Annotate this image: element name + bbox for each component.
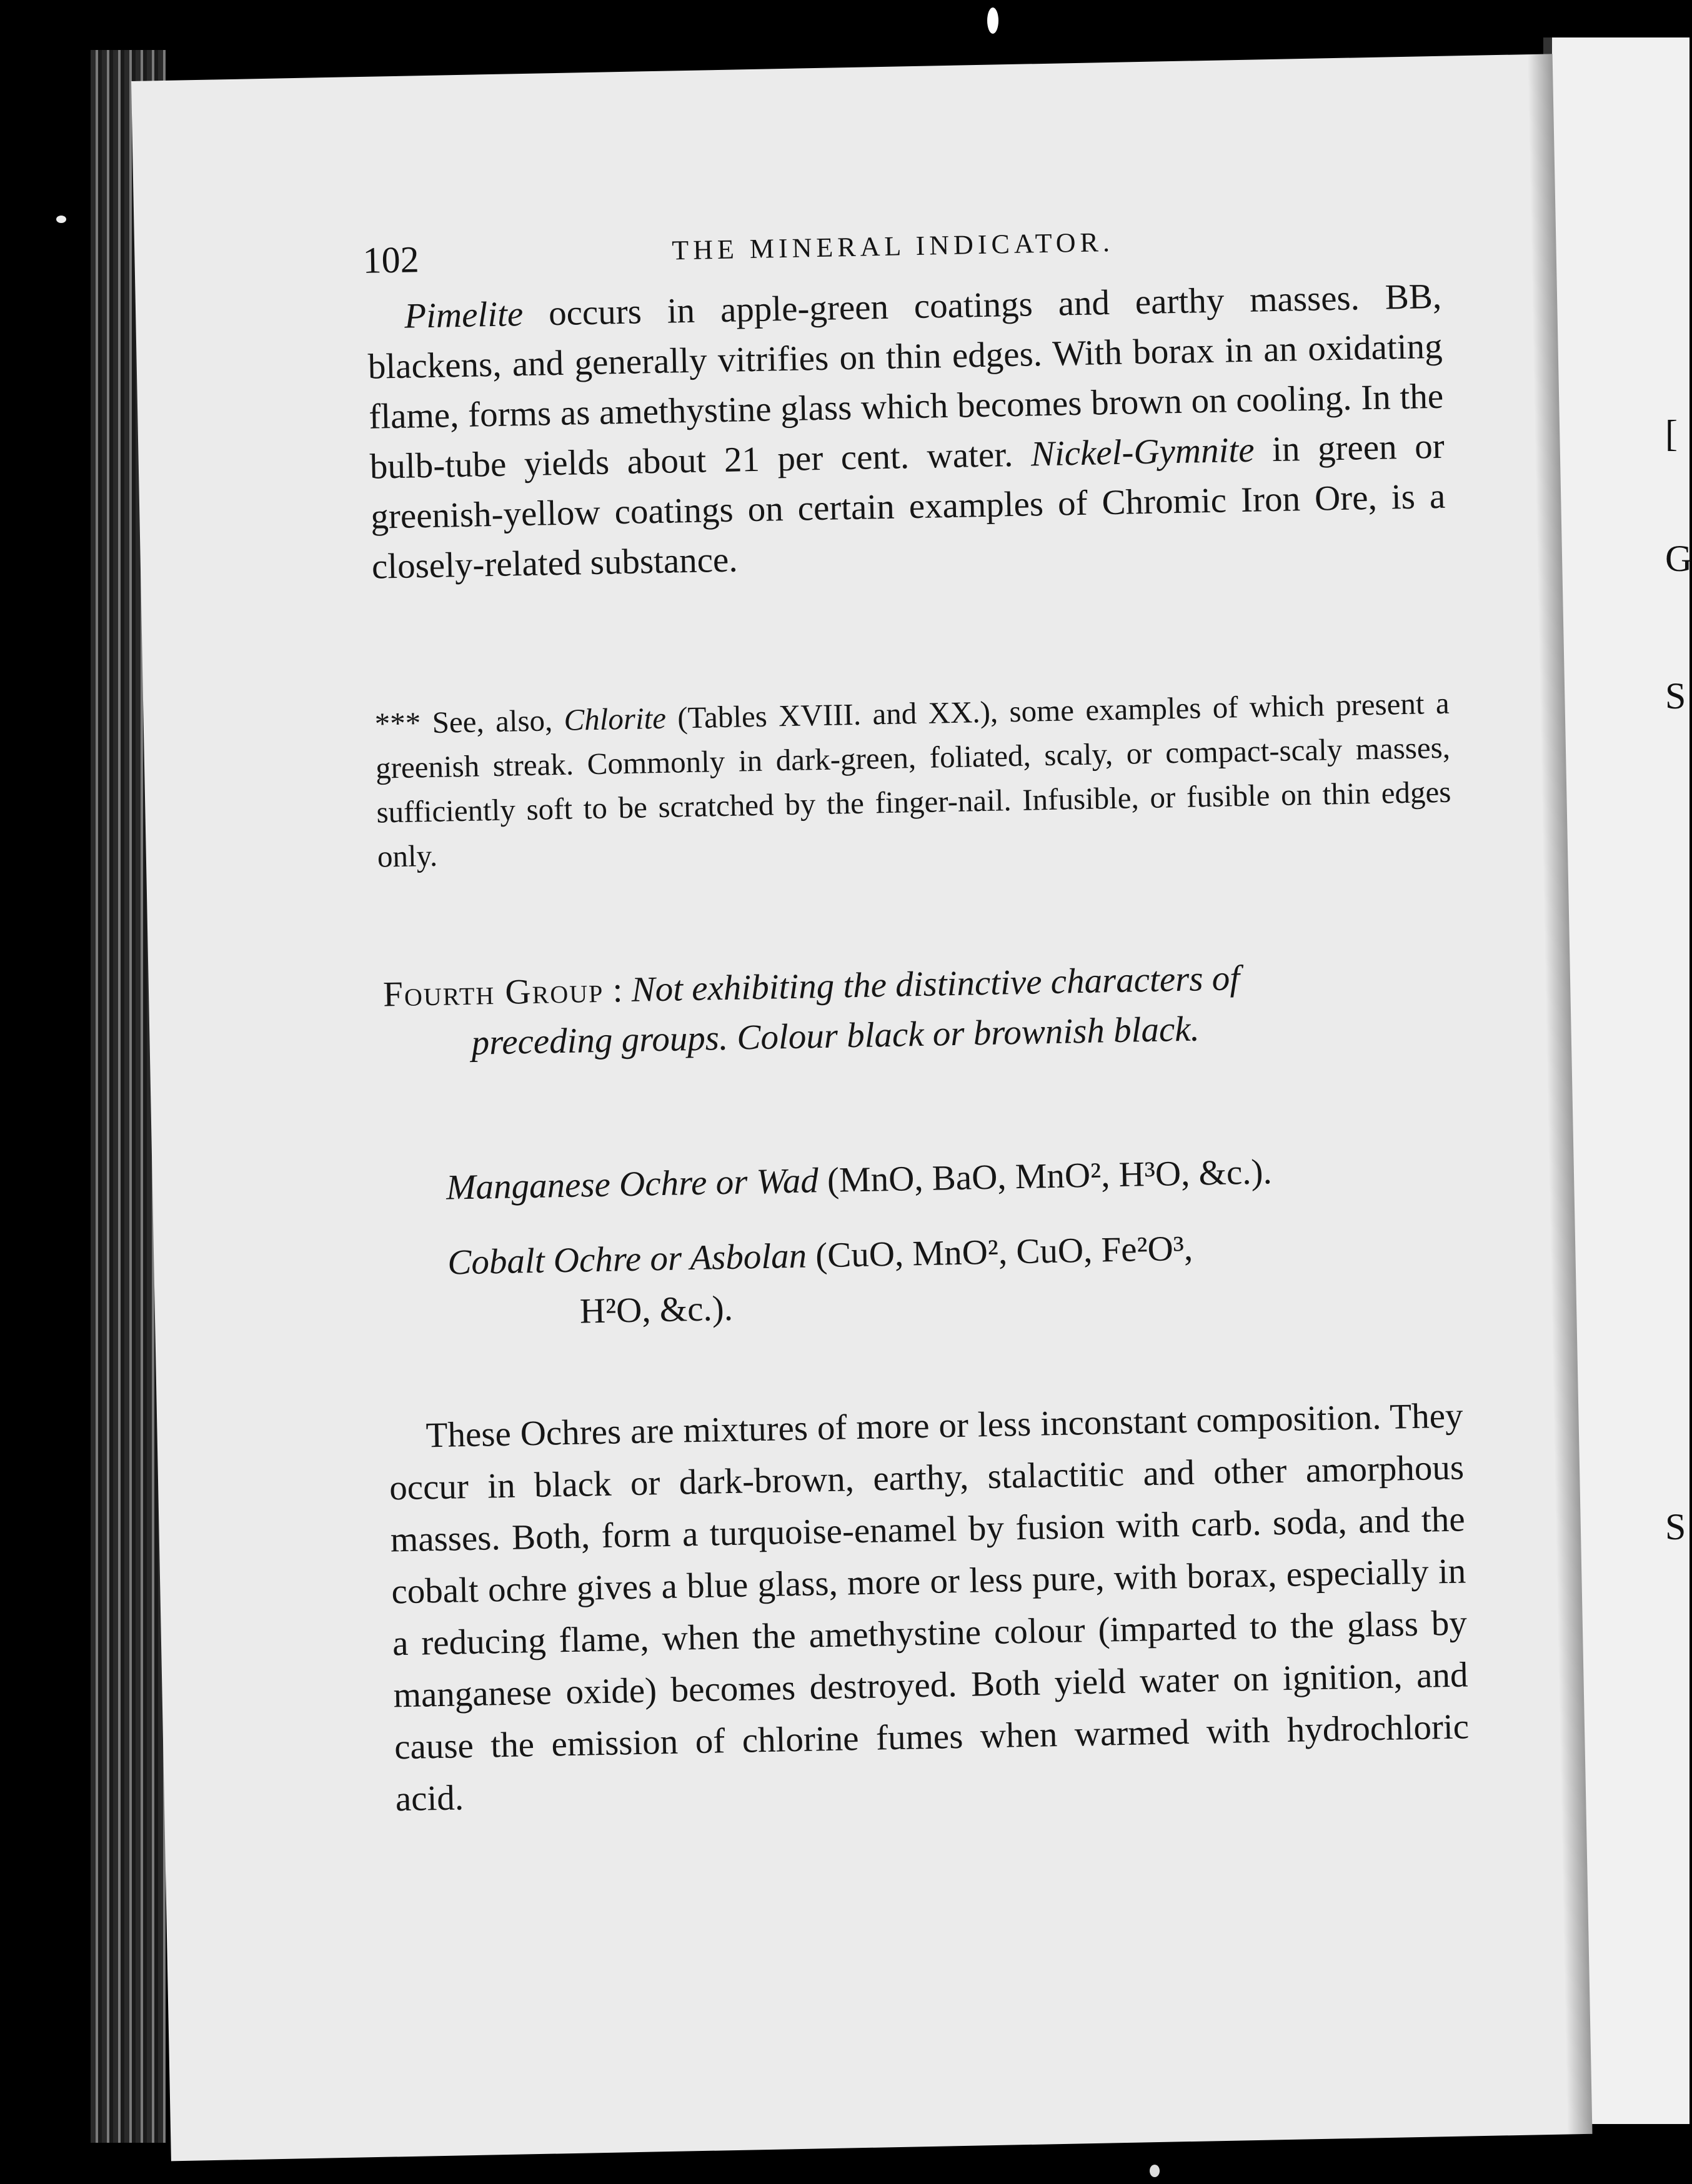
dust-speck xyxy=(987,7,998,34)
running-head: THE MINERAL INDICATOR. xyxy=(671,226,1115,266)
group-description: Not exhibiting the distinctive characters of xyxy=(630,958,1240,1010)
paragraph-ochres xyxy=(388,1389,1470,1825)
mineral-formula: (MnO, BaO, MnO², H³O, &c.). xyxy=(818,1152,1273,1201)
group-heading xyxy=(382,950,1459,1070)
facing-page-letter: S xyxy=(1665,675,1686,717)
mineral-entry xyxy=(447,1217,1524,1340)
facing-page-letter: S xyxy=(1665,1506,1686,1547)
mineral-name: Manganese Ochre or Wad xyxy=(445,1161,819,1208)
asterism-mark: *** xyxy=(374,705,421,741)
mineral-term: Pimelite xyxy=(404,294,524,336)
paragraph-chlorite-note xyxy=(374,681,1452,879)
book-page xyxy=(131,54,1593,2161)
dust-speck xyxy=(56,216,66,223)
paragraph-text: occurs in apple-green coatings and earthy masses. BB, blackens, and generally vitrifies on thin edges. With borax in an oxidating flame, forms as amethystine glass which becomes brown on cooling. In the bulb-tube yields about 21 per cent. water. xyxy=(367,276,1444,487)
mineral-term: Chlorite xyxy=(564,700,667,737)
facing-page-letter: [ xyxy=(1665,413,1678,454)
page-number: 102 xyxy=(362,239,420,281)
mineral-name: Cobalt Ochre or Asbolan xyxy=(447,1236,807,1283)
mineral-formula: H²O, &c.). xyxy=(579,1288,734,1331)
paragraph-pimelite xyxy=(367,272,1447,592)
dust-speck xyxy=(1150,2165,1160,2177)
paragraph-text: in green or greenish-yellow coatings on certain examples of Chromic Iron Ore, is a closely-related substance. xyxy=(370,426,1446,587)
group-label: Fourth Group xyxy=(382,970,604,1015)
mineral-term: Nickel-Gymnite xyxy=(1030,430,1255,474)
paragraph-text: (Tables XVIII. and XX.), some examples of which present a greenish streak. Commonly in dark-green, foliated, scaly, or compact-scaly masses, sufficiently soft to be scratched by the finger-nail. Infusible, or fusible on thin edges only. xyxy=(375,685,1451,874)
paragraph-text: See, also, xyxy=(420,702,565,740)
mineral-formula: (CuO, MnO², CuO, Fe²O³, xyxy=(806,1228,1193,1276)
paragraph-text: These Ochres are mixtures of more or less inconstant composition. They occur in black or dark-brown, earthy, stalactitic and other amorphous masses. Both, form a turquoise-enamel by fusion with carb. soda, and the cobalt ochre gives a blue glass, more or less pure, with borax, especially in a reducing flame, when the amethystine colour (imparted to the glass by manganese oxide) becomes destroyed. Both yield water on ignition, and cause the emission of chlorine fumes when warmed with hydrochloric acid. xyxy=(389,1396,1470,1819)
facing-page-letter: G xyxy=(1665,538,1692,579)
mineral-entry xyxy=(445,1142,1521,1214)
group-colon: : xyxy=(603,970,632,1010)
group-description: preceding groups. Colour black or brownish black. xyxy=(471,1009,1200,1063)
